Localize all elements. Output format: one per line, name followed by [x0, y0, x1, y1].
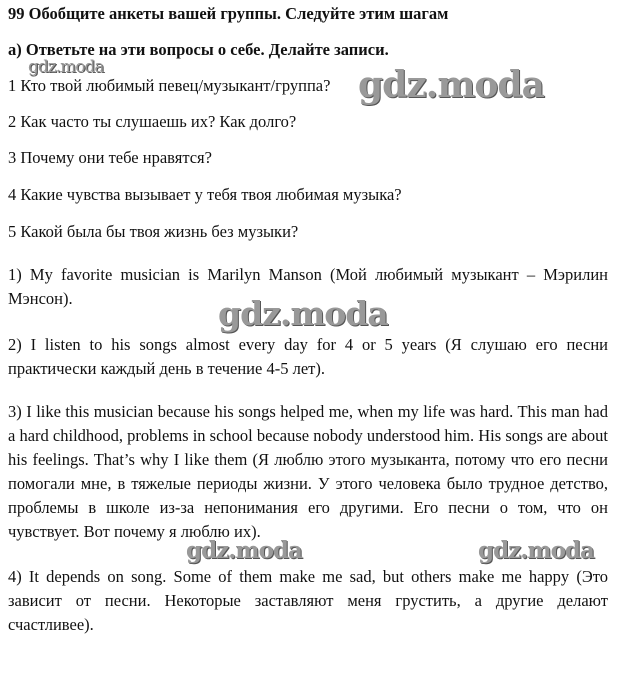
question-5: 5 Какой была бы твоя жизнь без музыки?: [8, 222, 299, 241]
watermark: gdz.moda: [186, 537, 302, 564]
exercise-subtitle: a) Ответьте на эти вопросы о себе. Делайте записи.: [8, 40, 389, 59]
answer-4: 4) It depends on song. Some of them make me sad, but others make me happy (Это зависит от песни. Некоторые заставляют меня грустить, а другие делают счастливее).: [8, 567, 608, 634]
question-1: 1 Кто твой любимый певец/музыкант/группа?: [8, 76, 331, 95]
question-4: 4 Какие чувства вызывает у тебя твоя любимая музыка?: [8, 185, 402, 204]
answer-2: 2) I listen to his songs almost every day for 4 or 5 years (Я слушаю его песни практически каждый день в течение 4-5 лет).: [8, 335, 608, 378]
question-2: 2 Как часто ты слушаешь их? Как долго?: [8, 112, 297, 131]
answer-1: 1) My favorite musician is Marilyn Manson (Мой любимый музыкант – Мэрилин Мэнсон).: [8, 265, 608, 308]
watermark: gdz.moda: [478, 537, 594, 564]
watermark: gdz.moda: [28, 57, 104, 77]
exercise-title: 99 Обобщите анкеты вашей группы. Следуйте этим шагам: [8, 4, 449, 23]
answer-3: 3) I like this musician because his songs helped me, when my life was hard. This man had a hard childhood, problems in school because nobody understood him. His songs are about his feelings. That’s why I like them (Я люблю этого музыканта, потому что его песни помогали мне, в тяжелые периоды жизни. У этого человека было трудное детство, проблемы в школе из-за непонимания его другими. Его песни о том, что он чувствует. Вот почему я люблю их).: [8, 402, 608, 541]
question-3: 3 Почему они тебе нравятся?: [8, 148, 212, 167]
watermark: gdz.moda: [358, 64, 544, 106]
watermark: gdz.moda: [218, 294, 388, 333]
